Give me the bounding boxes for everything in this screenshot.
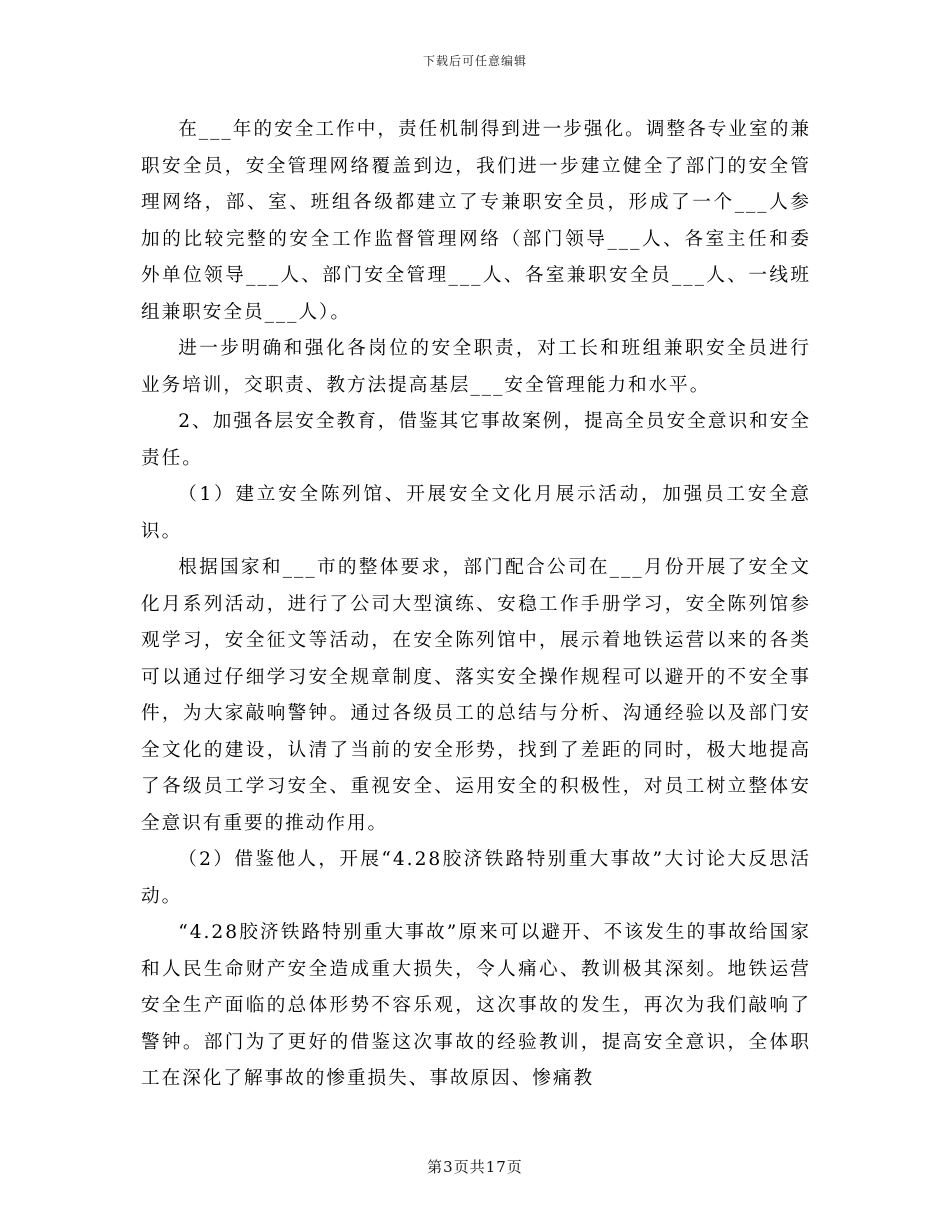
paragraph-accident-reflection: “4.28胶济铁路特别重大事故”原来可以避开、不该发生的事故给国家和人民生命财产安全造成重大损失，令人痛心、教训极其深刻。地铁运营安全生产面临的总体形势不容乐观，这次事故的发生，再次为我们敲响了警钟。部门为了更好的借鉴这次事故的经验教训，提高安全意识，全体职工在深化了解事故的惨重损失、事故原因、惨痛教 [141,922,811,1089]
page-number-footer: 第3页共17页 [427,1158,523,1176]
paragraph-responsibility-mechanism: 在___年的安全工作中，责任机制得到进一步强化。调整各专业室的兼职安全员，安全管理网络覆盖到边，我们进一步建立健全了部门的安全管理网络，部、室、班组各级都建立了专兼职安全员，形成了一个___人参加的比较完整的安全工作监督管理网络（部门领导___人、各室主任和委外单位领导___人、部门安全管理___人、各室兼职安全员___人、一线班组兼职安全员___人）。 [141,119,811,323]
document-body [141,112,811,1098]
paragraph-subsection-1-heading: （1）建立安全陈列馆、开展安全文化月展示活动，加强员工安全意识。 [141,484,811,542]
paragraph-safety-culture-month: 根据国家和___市的整体要求，部门配合公司在___月份开展了安全文化月系列活动，进行了公司大型演练、安稳工作手册学习，安全陈列馆参观学习，安全征文等活动，在安全陈列馆中，展示着地铁运营以来的各类可以通过仔细学习安全规章制度、落实安全操作规程可以避开的不安全事件，为大家敲响警钟。通过各级员工的总结与分析、沟通经验以及部门安全文化的建设，认清了当前的安全形势，找到了差距的同时，极大地提高了各级员工学习安全、重视安全、运用安全的积极性，对员工树立整体安全意识有重要的推动作用。 [141,557,811,834]
paragraph-job-duties: 进一步明确和强化各岗位的安全职责，对工长和班组兼职安全员进行业务培训，交职责、教方法提高基层___安全管理能力和水平。 [141,338,811,396]
page-header: 下载后可任意编辑 [422,54,527,68]
paragraph-subsection-2-heading: （2）借鉴他人，开展“4.28胶济铁路特别重大事故”大讨论大反思活动。 [141,849,811,907]
paragraph-section-2-heading: 2、加强各层安全教育，借鉴其它事故案例，提高全员安全意识和安全责任。 [141,411,811,469]
